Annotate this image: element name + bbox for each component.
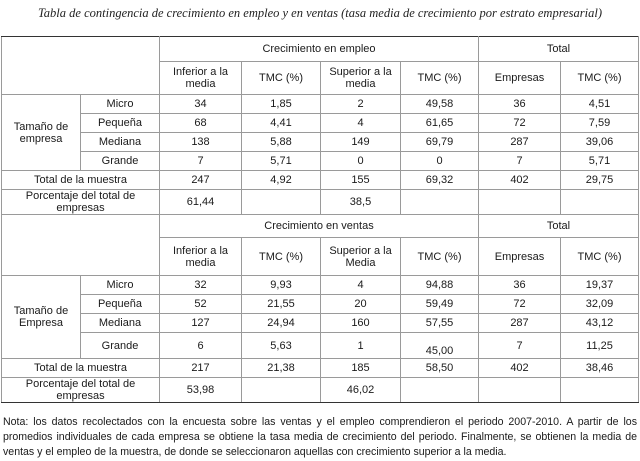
row-label: Micro — [81, 276, 160, 295]
cell: 29,75 — [561, 171, 639, 190]
section2-total-header: Total — [479, 215, 639, 238]
total-row — [2, 171, 639, 190]
row-label: Grande — [81, 152, 160, 171]
cell: 38,5 — [321, 190, 401, 215]
section2-col-above: Superior a la Media — [321, 238, 401, 276]
table-row — [2, 133, 639, 152]
row-label: Grande — [81, 333, 160, 359]
section2-corner-cell — [2, 215, 160, 276]
cell: 7,59 — [561, 114, 639, 133]
cell: 185 — [321, 359, 401, 378]
cell: 6 — [160, 333, 242, 359]
cell: 53,98 — [160, 378, 242, 403]
cell: 402 — [479, 171, 561, 190]
cell — [242, 190, 321, 215]
cell: 61,65 — [401, 114, 479, 133]
cell: 5,71 — [561, 152, 639, 171]
total-row — [2, 359, 639, 378]
section2-col-tmc2: TMC (%) — [401, 238, 479, 276]
table-row — [2, 95, 639, 114]
cell — [401, 190, 479, 215]
cell: 7 — [479, 333, 561, 359]
cell: 5,63 — [242, 333, 321, 359]
cell: 287 — [479, 133, 561, 152]
cell: 45,00 — [401, 333, 479, 359]
section1-total-header: Total — [479, 37, 639, 62]
table-caption: Tabla de contingencia de crecimiento en empleo y en ventas (tasa media de crecimiento por estrato empresarial) — [38, 6, 602, 20]
row-label: Micro — [81, 95, 160, 114]
total-row-label: Total de la muestra — [2, 359, 160, 378]
cell: 5,71 — [242, 152, 321, 171]
cell: 58,50 — [401, 359, 479, 378]
cell: 38,46 — [561, 359, 639, 378]
cell — [401, 378, 479, 403]
cell: 52 — [160, 295, 242, 314]
cell: 32,09 — [561, 295, 639, 314]
row-label: Pequeña — [81, 114, 160, 133]
section2-col-tmc3: TMC (%) — [561, 238, 639, 276]
table-row — [2, 333, 639, 359]
cell: 155 — [321, 171, 401, 190]
percentage-row-label: Porcentaje del total de empresas — [2, 190, 160, 215]
row-label: Mediana — [81, 314, 160, 333]
cell: 1,85 — [242, 95, 321, 114]
section1-col-empresas: Empresas — [479, 62, 561, 95]
table-row — [2, 152, 639, 171]
cell: 4 — [321, 114, 401, 133]
cell: 247 — [160, 171, 242, 190]
cell: 5,88 — [242, 133, 321, 152]
cell — [242, 378, 321, 403]
cell: 160 — [321, 314, 401, 333]
cell: 57,55 — [401, 314, 479, 333]
cell: 68 — [160, 114, 242, 133]
cell: 287 — [479, 314, 561, 333]
section2-row-group-label: Tamaño de Empresa — [2, 276, 81, 359]
cell: 24,94 — [242, 314, 321, 333]
cell: 217 — [160, 359, 242, 378]
row-label: Mediana — [81, 133, 160, 152]
cell: 0 — [321, 152, 401, 171]
percentage-row — [2, 190, 639, 215]
cell — [479, 190, 561, 215]
cell: 49,58 — [401, 95, 479, 114]
total-row-label: Total de la muestra — [2, 171, 160, 190]
cell — [479, 378, 561, 403]
cell: 72 — [479, 114, 561, 133]
table-row — [2, 295, 639, 314]
cell: 43,12 — [561, 314, 639, 333]
cell: 0 — [401, 152, 479, 171]
cell: 32 — [160, 276, 242, 295]
cell: 138 — [160, 133, 242, 152]
table-note: Nota: los datos recolectados con la encuesta sobre las ventas y el empleo comprendieron el periodo 2007-2010. A partir de los promedios individuales de cada empresa se obtiene la tasa media de crecimiento del periodo. Finalmente, se obtienen la media de ventas y el empleo de la muestra, de donde se seleccionaron aquellas con crecimiento superior a la media. — [3, 416, 637, 458]
cell: 21,55 — [242, 295, 321, 314]
cell: 59,49 — [401, 295, 479, 314]
cell: 21,38 — [242, 359, 321, 378]
table-row — [2, 276, 639, 295]
cell: 36 — [479, 276, 561, 295]
cell: 2 — [321, 95, 401, 114]
section2-group-header-row — [2, 215, 639, 238]
section1-col-tmc3: TMC (%) — [561, 62, 639, 95]
cell: 94,88 — [401, 276, 479, 295]
cell: 61,44 — [160, 190, 242, 215]
cell: 69,79 — [401, 133, 479, 152]
cell: 7 — [160, 152, 242, 171]
section1-col-below: Inferior a la media — [160, 62, 242, 95]
percentage-row — [2, 378, 639, 403]
cell: 20 — [321, 295, 401, 314]
cell: 46,02 — [321, 378, 401, 403]
cell: 69,32 — [401, 171, 479, 190]
cell: 39,06 — [561, 133, 639, 152]
cell: 36 — [479, 95, 561, 114]
section2-col-tmc1: TMC (%) — [242, 238, 321, 276]
contingency-table — [1, 36, 639, 403]
cell: 7 — [479, 152, 561, 171]
percentage-row-label: Porcentaje del total de empresas — [2, 378, 160, 403]
cell: 72 — [479, 295, 561, 314]
cell: 34 — [160, 95, 242, 114]
section1-col-tmc1: TMC (%) — [242, 62, 321, 95]
cell: 4,92 — [242, 171, 321, 190]
cell: 402 — [479, 359, 561, 378]
cell: 1 — [321, 333, 401, 359]
row-label: Pequeña — [81, 295, 160, 314]
table-row — [2, 114, 639, 133]
cell: 4,51 — [561, 95, 639, 114]
section1-group-header-row — [2, 37, 639, 62]
section1-col-tmc2: TMC (%) — [401, 62, 479, 95]
table-row — [2, 314, 639, 333]
section2-col-below: Inferior a la media — [160, 238, 242, 276]
section1-corner-cell — [2, 37, 160, 95]
cell: 19,37 — [561, 276, 639, 295]
cell: 9,93 — [242, 276, 321, 295]
cell: 149 — [321, 133, 401, 152]
cell: 11,25 — [561, 333, 639, 359]
section2-group-header: Crecimiento en ventas — [160, 215, 479, 238]
cell — [561, 378, 639, 403]
cell — [561, 190, 639, 215]
section1-group-header: Crecimiento en empleo — [160, 37, 479, 62]
section1-col-above: Superior a la media — [321, 62, 401, 95]
cell: 4 — [321, 276, 401, 295]
section2-col-empresas: Empresas — [479, 238, 561, 276]
cell: 127 — [160, 314, 242, 333]
section1-row-group-label: Tamaño de empresa — [2, 95, 81, 171]
cell: 4,41 — [242, 114, 321, 133]
